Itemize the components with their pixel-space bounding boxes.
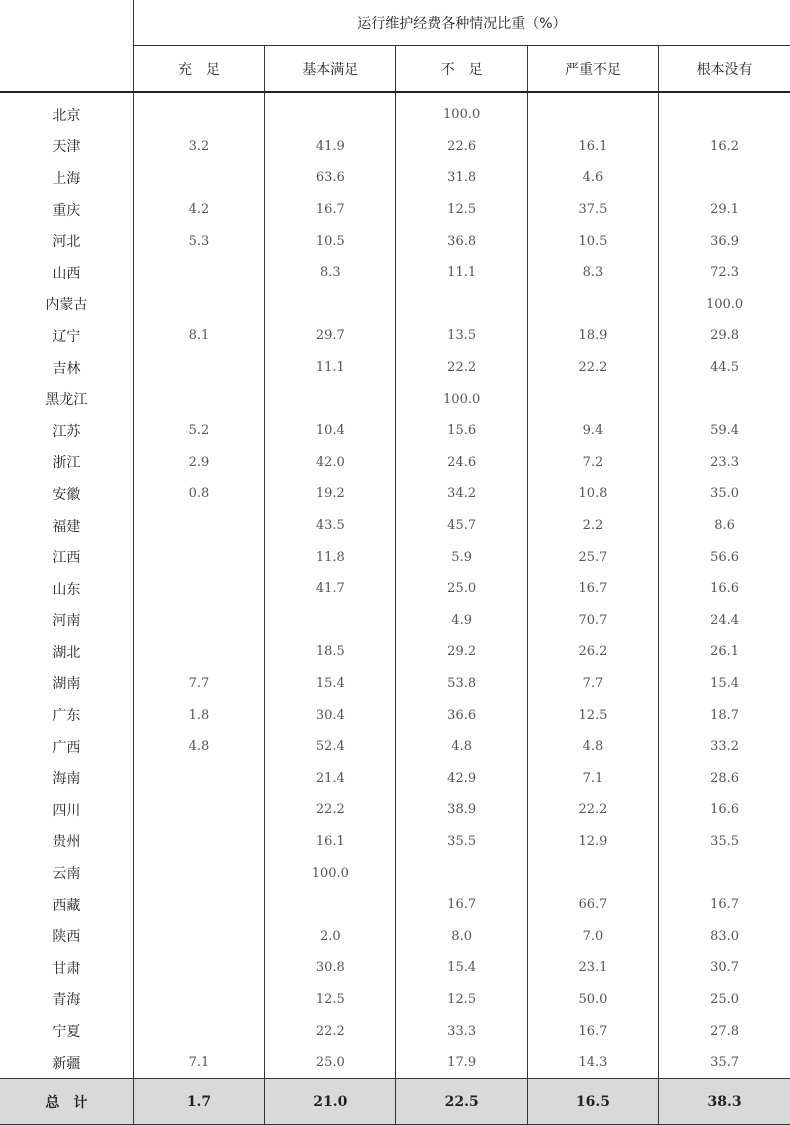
table-cell: 16.6 [659,794,790,826]
row-label: 内蒙古 [45,297,88,314]
table-cell: 14.3 [527,1047,658,1079]
table-cell: 41.9 [265,131,396,163]
table-cell: 16.7 [527,1015,658,1047]
table-cell: 50.0 [527,984,658,1016]
table-cell: 43.5 [265,510,396,542]
table-cell: 18.7 [659,699,790,731]
table-cell: 16.7 [527,573,658,605]
table-cell: 30.4 [265,699,396,731]
table-cell: 53.8 [396,668,527,700]
row-label: 福建 [52,518,81,535]
table-cell [133,794,264,826]
table-cell: 22.6 [396,131,527,163]
table-cell: 25.0 [265,1047,396,1079]
table-cell [133,573,264,605]
table-cell [133,889,264,921]
table-cell: 0.8 [133,478,264,510]
table-cell: 4.8 [527,731,658,763]
table-cell: 18.9 [527,320,658,352]
table-cell: 1.7 [133,1079,264,1125]
row-label: 北京 [52,107,81,124]
row-label: 西藏 [52,897,81,914]
table-row [0,794,790,826]
table-row [0,447,790,479]
table-row [0,541,790,573]
row-label: 总 计 [0,1079,133,1125]
table-cell [265,289,396,321]
table-cell: 45.7 [396,510,527,542]
table-row [0,636,790,668]
table-cell: 12.5 [396,984,527,1016]
table-row [0,320,790,352]
row-label: 海南 [52,771,81,788]
table-row [0,1015,790,1047]
table-cell: 10.5 [265,225,396,257]
table-cell: 8.3 [527,257,658,289]
table-cell [265,383,396,415]
table-cell [133,857,264,889]
table-cell: 16.7 [659,889,790,921]
table-cell [133,541,264,573]
row-label: 青海 [52,992,81,1009]
row-label: 天津 [52,139,81,156]
stub-header-bottom [0,46,133,93]
table-cell: 16.1 [527,131,658,163]
table-row [0,289,790,321]
table-cell: 8.3 [265,257,396,289]
table-cell [133,984,264,1016]
table-cell: 25.7 [527,541,658,573]
table-cell [133,605,264,637]
table-cell: 15.6 [396,415,527,447]
table-cell: 16.5 [527,1079,658,1125]
table-cell [659,162,790,194]
table-cell: 25.0 [396,573,527,605]
row-label: 山东 [52,581,81,598]
row-label: 辽宁 [52,328,81,345]
column-header-none: 根本没有 [659,46,790,93]
table-cell: 4.8 [133,731,264,763]
table-row [0,762,790,794]
row-label: 新疆 [52,1055,81,1072]
table-cell: 42.9 [396,762,527,794]
table-row [0,1047,790,1079]
table-cell: 66.7 [527,889,658,921]
table-cell: 41.7 [265,573,396,605]
table-cell: 2.0 [265,920,396,952]
table-row [0,889,790,921]
table-cell [133,162,264,194]
table-cell: 12.5 [527,699,658,731]
table-cell [133,383,264,415]
table-cell [133,762,264,794]
table-row [0,131,790,163]
table-cell: 4.6 [527,162,658,194]
table-cell: 70.7 [527,605,658,637]
table-cell: 2.9 [133,447,264,479]
table-row [0,699,790,731]
table-cell: 4.9 [396,605,527,637]
table-cell: 12.5 [396,194,527,226]
table-cell: 16.6 [659,573,790,605]
row-label: 安徽 [52,486,81,503]
table-cell: 44.5 [659,352,790,384]
table-row [0,826,790,858]
table-cell: 11.1 [265,352,396,384]
table-cell: 22.2 [265,794,396,826]
table-row [0,383,790,415]
table-cell: 5.3 [133,225,264,257]
row-label: 山西 [52,265,81,282]
table-row [0,857,790,889]
table-cell: 35.5 [396,826,527,858]
table-cell [396,857,527,889]
table-cell [133,257,264,289]
table-row [0,478,790,510]
table-cell: 10.4 [265,415,396,447]
table-row [0,952,790,984]
table-cell: 100.0 [396,383,527,415]
table-cell: 18.5 [265,636,396,668]
table-cell: 42.0 [265,447,396,479]
table-cell [659,857,790,889]
table-cell: 7.0 [527,920,658,952]
row-label: 河南 [52,613,81,630]
table-cell: 8.1 [133,320,264,352]
table-cell: 35.0 [659,478,790,510]
column-header-basically-meets: 基本满足 [265,46,396,93]
table-cell: 28.6 [659,762,790,794]
row-label: 湖北 [52,644,81,661]
table-row [0,731,790,763]
table-cell [659,383,790,415]
table-cell: 21.0 [265,1079,396,1125]
table-cell [133,636,264,668]
table-cell: 29.7 [265,320,396,352]
row-label: 甘肃 [52,960,81,977]
table-row [0,668,790,700]
table-cell: 59.4 [659,415,790,447]
table-row [0,415,790,447]
column-header-sufficient: 充 足 [133,46,264,93]
table-cell: 35.7 [659,1047,790,1079]
table-row [0,605,790,637]
table-cell: 5.2 [133,415,264,447]
table-cell: 11.1 [396,257,527,289]
table-cell: 22.5 [396,1079,527,1125]
total-row [0,1079,790,1125]
table-cell [133,826,264,858]
table-cell: 24.6 [396,447,527,479]
table-row [0,920,790,952]
table-cell: 33.2 [659,731,790,763]
column-header-severely-insufficient: 严重不足 [527,46,658,93]
table-cell: 15.4 [265,668,396,700]
table-row [0,225,790,257]
table-cell: 37.5 [527,194,658,226]
table-cell: 2.2 [527,510,658,542]
table-cell [133,352,264,384]
row-label: 上海 [52,170,81,187]
table-cell: 7.2 [527,447,658,479]
table-cell [133,510,264,542]
table-body [0,92,790,1125]
table-cell: 24.4 [659,605,790,637]
table-cell: 30.8 [265,952,396,984]
row-label: 江西 [52,550,81,567]
row-label: 浙江 [52,455,81,472]
table-cell: 52.4 [265,731,396,763]
table-cell [527,383,658,415]
table-cell: 22.2 [265,1015,396,1047]
table-cell: 36.6 [396,699,527,731]
row-label: 吉林 [52,360,81,377]
table-cell: 83.0 [659,920,790,952]
table-cell [527,289,658,321]
row-label: 四川 [52,802,81,819]
table-cell: 10.8 [527,478,658,510]
table-cell [396,289,527,321]
table-cell: 22.2 [527,352,658,384]
row-label: 江苏 [52,423,81,440]
table-cell: 23.3 [659,447,790,479]
table-cell: 36.8 [396,225,527,257]
table-cell: 8.0 [396,920,527,952]
table-cell: 56.6 [659,541,790,573]
table-cell: 25.0 [659,984,790,1016]
row-label: 湖南 [52,676,81,693]
row-label: 河北 [52,234,81,251]
table-cell [133,952,264,984]
row-label: 黑龙江 [45,392,88,409]
table-cell [133,99,264,131]
table-cell [265,605,396,637]
table-cell [133,289,264,321]
table-cell: 26.1 [659,636,790,668]
table-cell: 38.3 [659,1079,790,1125]
table-cell: 29.8 [659,320,790,352]
table-cell [133,1015,264,1047]
table-cell: 16.1 [265,826,396,858]
table-cell: 12.9 [527,826,658,858]
table-cell [265,889,396,921]
table-cell: 11.8 [265,541,396,573]
table-cell: 23.1 [527,952,658,984]
table-cell [527,99,658,131]
table-cell: 31.8 [396,162,527,194]
table-row [0,352,790,384]
table-cell: 33.3 [396,1015,527,1047]
table-cell: 17.9 [396,1047,527,1079]
table-cell: 30.7 [659,952,790,984]
table-cell: 13.5 [396,320,527,352]
table-cell: 36.9 [659,225,790,257]
table-cell: 4.2 [133,194,264,226]
table-cell: 9.4 [527,415,658,447]
table-cell: 34.2 [396,478,527,510]
row-label: 宁夏 [52,1024,81,1041]
row-label: 云南 [52,866,81,883]
table-row [0,194,790,226]
table-row [0,99,790,131]
table-cell: 22.2 [396,352,527,384]
table-cell [133,920,264,952]
table-cell: 29.1 [659,194,790,226]
table-row [0,257,790,289]
table-cell [527,857,658,889]
table-cell: 7.7 [133,668,264,700]
table-cell: 38.9 [396,794,527,826]
table-cell: 27.8 [659,1015,790,1047]
table-cell [659,99,790,131]
table-row [0,984,790,1016]
table-cell: 26.2 [527,636,658,668]
table-row [0,510,790,542]
table-cell: 21.4 [265,762,396,794]
table-cell: 7.7 [527,668,658,700]
table-cell: 16.7 [396,889,527,921]
table-cell: 100.0 [396,99,527,131]
table-row [0,162,790,194]
table-cell [265,99,396,131]
row-label: 广东 [52,708,81,725]
table-cell: 15.4 [396,952,527,984]
table-cell: 16.7 [265,194,396,226]
table-cell: 5.9 [396,541,527,573]
column-header-insufficient: 不 足 [396,46,527,93]
stub-header [0,0,133,46]
table-cell: 16.2 [659,131,790,163]
table-cell: 8.6 [659,510,790,542]
table-cell: 4.8 [396,731,527,763]
table-cell: 3.2 [133,131,264,163]
table-cell: 19.2 [265,478,396,510]
table-cell: 35.5 [659,826,790,858]
table-cell: 100.0 [265,857,396,889]
table-cell: 10.5 [527,225,658,257]
table-cell: 7.1 [527,762,658,794]
table-cell: 12.5 [265,984,396,1016]
table-row [0,573,790,605]
row-label: 贵州 [52,834,81,851]
table-cell: 15.4 [659,668,790,700]
row-label: 陕西 [52,929,81,946]
table-cell: 29.2 [396,636,527,668]
table-cell: 22.2 [527,794,658,826]
group-header: 运行维护经费各种情况比重（%） [133,0,790,46]
row-label: 重庆 [52,202,81,219]
row-label: 广西 [52,739,81,756]
table-cell: 72.3 [659,257,790,289]
table-cell: 7.1 [133,1047,264,1079]
table-cell: 1.8 [133,699,264,731]
table-cell: 100.0 [659,289,790,321]
table-cell: 63.6 [265,162,396,194]
